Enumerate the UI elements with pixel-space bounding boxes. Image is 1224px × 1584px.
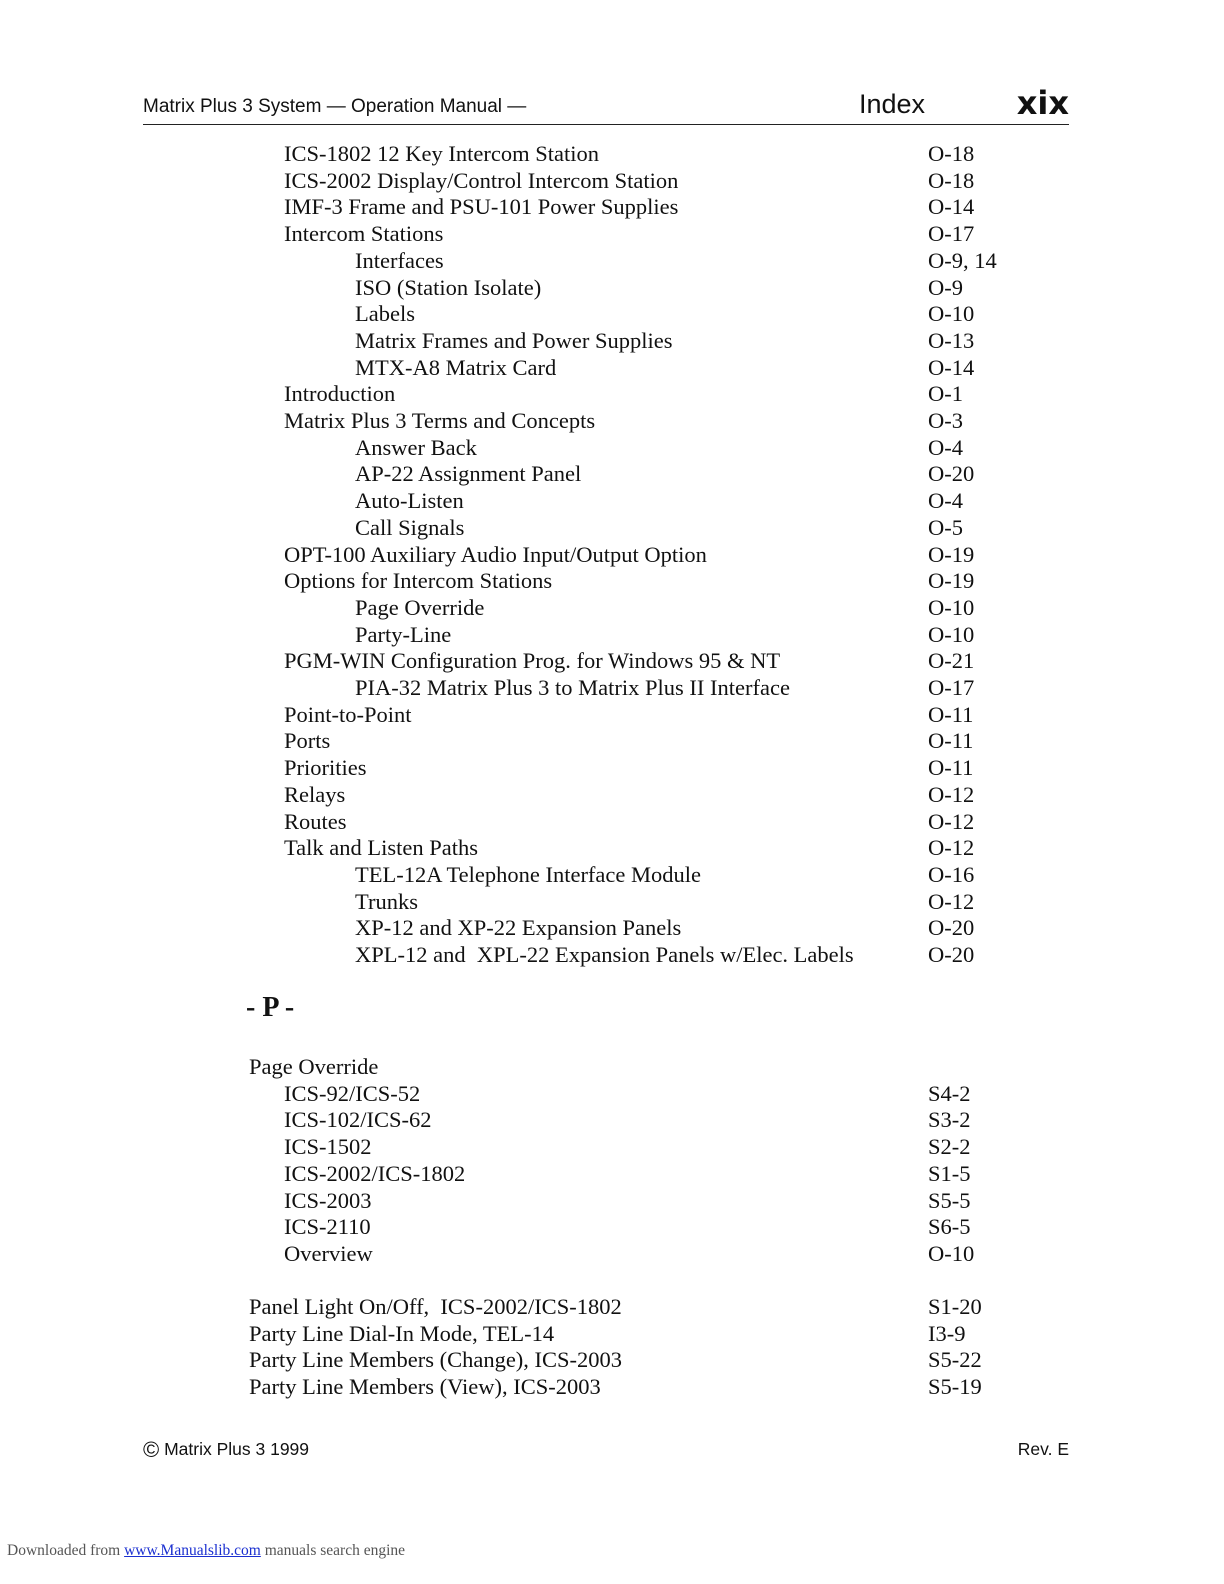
- footer-copyright: [143, 1437, 309, 1463]
- index-entry-page-ref: O-10: [928, 301, 975, 327]
- index-entry: [0, 889, 1224, 915]
- index-entry-text: AP-22 Assignment Panel: [355, 461, 582, 487]
- index-entry-page-ref: S2-2: [928, 1134, 971, 1160]
- index-entry: [0, 328, 1224, 354]
- index-entry: [0, 568, 1224, 594]
- index-entry: [0, 755, 1224, 781]
- index-entry-page-ref: O-13: [928, 327, 975, 353]
- index-entry: [0, 194, 1224, 220]
- index-entry: [0, 648, 1224, 674]
- index-entry: [0, 301, 1224, 327]
- index-entry-page-ref: O-9, 14: [928, 247, 997, 273]
- index-entry-text: Page Override: [355, 594, 485, 620]
- index-entry-page-ref: O-3: [928, 408, 963, 433]
- page-header: [143, 84, 1069, 125]
- index-entry: [0, 782, 1224, 808]
- index-entry-page-ref: O-20: [928, 942, 975, 967]
- index-entry-page-ref: O-14: [928, 354, 975, 380]
- index-entry-page-ref: O-16: [928, 861, 975, 887]
- index-entry-text: Interfaces: [355, 247, 444, 273]
- download-note: [7, 1542, 405, 1560]
- index-entry: [0, 515, 1224, 541]
- index-entry: [0, 1054, 1224, 1080]
- index-entry-page-ref: S1-20: [928, 1294, 982, 1319]
- index-entry-page-ref: O-19: [928, 568, 975, 594]
- index-entry-text: ICS-2110: [284, 1214, 371, 1240]
- index-entry-page-ref: O-1: [928, 381, 963, 407]
- index-entry-text: ISO (Station Isolate): [355, 274, 542, 300]
- index-entry: [0, 1321, 1224, 1347]
- index-entry-text: Priorities: [284, 755, 367, 781]
- letter-heading: - P -: [246, 992, 295, 1023]
- index-entry-page-ref: O-5: [928, 514, 963, 540]
- index-entry-text: Introduction: [284, 381, 396, 407]
- index-entry-page-ref: O-10: [928, 594, 975, 620]
- index-entry-page-ref: O-18: [928, 167, 975, 193]
- index-entry: [0, 1107, 1224, 1133]
- index-entry: [0, 1188, 1224, 1214]
- index-entry: [0, 1161, 1224, 1187]
- index-entry-text: PIA-32 Matrix Plus 3 to Matrix Plus II Interface: [355, 675, 790, 700]
- index-entry-text: Party Line Dial-In Mode, TEL-14: [249, 1320, 555, 1346]
- index-entry-text: Party-Line: [355, 621, 452, 647]
- index-entry: [0, 1081, 1224, 1107]
- index-entry: [0, 221, 1224, 247]
- index-entry-text: Matrix Frames and Power Supplies: [355, 327, 673, 353]
- index-entry-text: Point-to-Point: [284, 701, 412, 727]
- index-entry-page-ref: O-10: [928, 1240, 975, 1266]
- index-entry-page-ref: O-19: [928, 541, 975, 567]
- index-entry-text: ICS-2003: [284, 1187, 372, 1213]
- index-entry-page-ref: I3-9: [928, 1320, 966, 1346]
- index-entry-page-ref: O-12: [928, 888, 975, 914]
- index-entry: [0, 915, 1224, 941]
- index-entry-page-ref: O-17: [928, 221, 975, 247]
- index-entry-text: Labels: [355, 301, 415, 327]
- index-entry-page-ref: S5-5: [928, 1187, 971, 1213]
- index-entry: [0, 1214, 1224, 1240]
- index-entry-text: PGM-WIN Configuration Prog. for Windows 95 & NT: [284, 648, 781, 674]
- index-entry-text: Talk and Listen Paths: [284, 835, 479, 861]
- index-entry-page-ref: O-4: [928, 488, 963, 514]
- index-entry-page-ref: O-14: [928, 194, 975, 220]
- index-entry: [0, 435, 1224, 461]
- index-entry-text: XP-12 and XP-22 Expansion Panels: [355, 915, 682, 941]
- copyright-icon: ©: [143, 1437, 160, 1462]
- index-entry: [0, 1347, 1224, 1373]
- index-entry-text: TEL-12A Telephone Interface Module: [355, 861, 702, 887]
- document-title: Matrix Plus 3 System — Operation Manual —: [143, 96, 527, 117]
- index-entry-text: Routes: [284, 808, 347, 834]
- index-entry-text: Intercom Stations: [284, 221, 444, 247]
- copyright-text: Matrix Plus 3 1999: [164, 1439, 310, 1459]
- index-entry: [0, 461, 1224, 487]
- index-entry: [0, 408, 1224, 434]
- index-entry-page-ref: O-20: [928, 915, 975, 941]
- index-entry: [0, 595, 1224, 621]
- index-entry-page-ref: S5-22: [928, 1347, 982, 1373]
- index-entry: [0, 1241, 1224, 1267]
- index-entry: [0, 675, 1224, 701]
- section-name: Index: [859, 89, 926, 119]
- index-entry-text: Party Line Members (View), ICS-2003: [249, 1374, 601, 1400]
- index-entry: [0, 381, 1224, 407]
- index-entry: [0, 141, 1224, 167]
- index-entry: [0, 542, 1224, 568]
- index-entry-page-ref: S3-2: [928, 1107, 971, 1133]
- index-entry-page-ref: O-11: [928, 728, 974, 754]
- index-entry-page-ref: S5-19: [928, 1374, 982, 1400]
- index-entry: [0, 702, 1224, 728]
- index-entry-page-ref: O-11: [928, 701, 974, 727]
- index-entry: [0, 248, 1224, 274]
- index-entry-text: Ports: [284, 728, 331, 754]
- index-entry-text: ICS-2002/ICS-1802: [284, 1160, 466, 1186]
- index-entry-text: ICS-1802 12 Key Intercom Station: [284, 141, 599, 166]
- index-entry-page-ref: O-11: [928, 755, 974, 781]
- index-entry-text: Panel Light On/Off, ICS-2002/ICS-1802: [249, 1294, 622, 1319]
- index-entry-text: Trunks: [355, 888, 418, 914]
- index-entry-text: ICS-92/ICS-52: [284, 1080, 421, 1106]
- page-number: xix: [1016, 84, 1069, 122]
- index-entry-page-ref: O-10: [928, 621, 975, 647]
- index-entry-text: Overview: [284, 1240, 373, 1266]
- index-entry-page-ref: O-18: [928, 141, 975, 166]
- index-entry: [0, 488, 1224, 514]
- download-note-prefix: Downloaded from: [7, 1542, 125, 1559]
- index-entry: [0, 835, 1224, 861]
- index-entry-page-ref: O-21: [928, 648, 975, 674]
- index-entry-text: Auto-Listen: [355, 488, 464, 514]
- index-entry-text: Options for Intercom Stations: [284, 568, 553, 594]
- index-entry-text: Page Override: [249, 1054, 379, 1079]
- index-entry: [0, 728, 1224, 754]
- index-entry-text: Answer Back: [355, 434, 477, 460]
- index-entry-page-ref: O-12: [928, 781, 975, 807]
- index-entry: [0, 1134, 1224, 1160]
- manualslib-link[interactable]: www.Manualslib.com: [124, 1542, 261, 1559]
- download-note-suffix: manuals search engine: [260, 1542, 406, 1559]
- index-entry-text: ICS-102/ICS-62: [284, 1107, 432, 1133]
- index-entry-page-ref: O-4: [928, 434, 963, 460]
- index-entry-page-ref: S4-2: [928, 1080, 971, 1106]
- index-entry: [0, 809, 1224, 835]
- index-entry-text: Party Line Members (Change), ICS-2003: [249, 1347, 623, 1373]
- index-entry-text: IMF-3 Frame and PSU-101 Power Supplies: [284, 194, 679, 220]
- index-entry-text: MTX-A8 Matrix Card: [355, 354, 557, 380]
- index-entry-text: Relays: [284, 781, 346, 807]
- footer-revision: Rev. E: [1017, 1439, 1069, 1459]
- index-entry: [0, 168, 1224, 194]
- index-entry: [0, 942, 1224, 968]
- index-entry-page-ref: O-12: [928, 835, 975, 861]
- index-entry-text: ICS-2002 Display/Control Intercom Station: [284, 167, 679, 193]
- index-entry-page-ref: O-17: [928, 675, 975, 700]
- index-entry-text: XPL-12 and XPL-22 Expansion Panels w/Elec. Labels: [355, 942, 854, 967]
- index-entry: [0, 275, 1224, 301]
- index-entry: [0, 355, 1224, 381]
- index-entry-page-ref: O-9: [928, 274, 963, 300]
- index-entry: [0, 1294, 1224, 1320]
- index-entry-page-ref: S6-5: [928, 1214, 971, 1240]
- index-entry-page-ref: O-20: [928, 461, 975, 487]
- index-entry-page-ref: O-12: [928, 808, 975, 834]
- index-entry-text: Call Signals: [355, 514, 465, 540]
- index-entry: [0, 1374, 1224, 1400]
- index-entry: [0, 862, 1224, 888]
- index-entry-text: Matrix Plus 3 Terms and Concepts: [284, 408, 596, 433]
- index-entry: [0, 622, 1224, 648]
- index-entry-text: ICS-1502: [284, 1134, 372, 1160]
- index-entry-page-ref: S1-5: [928, 1160, 971, 1186]
- index-entry-text: OPT-100 Auxiliary Audio Input/Output Option: [284, 541, 707, 567]
